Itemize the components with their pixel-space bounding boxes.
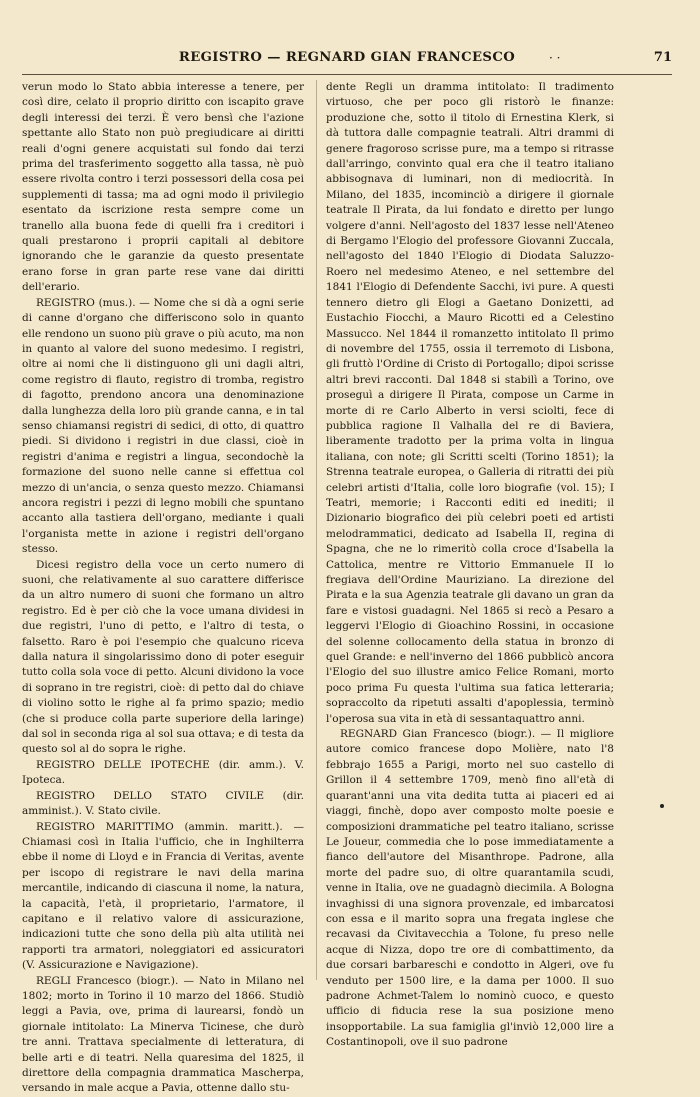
entry-registro-ipoteche: REGISTRO DELLE IPOTECHE (dir. amm.). V. Ipoteca. (22, 758, 304, 787)
header-title: REGISTRO — REGNARD GIAN FRANCESCO (178, 50, 516, 65)
entry-regli-francesco: REGLI Francesco (biogr.). — Nato in Milano nel 1802; morto in Torino il 10 marzo del 1866. Studiò leggi a Pavia, ove, prima di laurearsi, fondò un giornale intitolato: La Minerva Ticinese, che durò tre anni. Trattava specialmente di letteratura, di belle arti e di teatri. Nella quaresima del 1825, il direttore della compagnia drammatica Mascherpa, versando in male acque a Pavia, ottenne dallo stu- (22, 974, 304, 1095)
entry-registro-mus: REGISTRO (mus.). — Nome che si dà a ogni serie di canne d'organo che differiscono solo in quanto elle rendono un suono più grave o più acuto, ma non in quanto al valore del suono medesimo. I registri, oltre ai nomi che li distinguono gli uni dagli altri, come registro di flauto, registro di tromba, registro di fagotto, prendono ancora una denominazione dalla lunghezza della loro più grande canna, e in tal senso chiamansi registri di sedici, di otto, di quattro piedi. Si dividono i registri in due classi, cioè in registri d'anima e registri a lingua, secondochè la formazione del suono nelle canne si effettua col mezzo di un'ancia, o senza questo mezzo. Chiamansi ancora registri i pezzi di legno mobili che spuntano accanto alla tastiera dell'organo, mediante i quali l'organista mette in azione i registri dell'organo stesso. (22, 296, 304, 556)
paragraph-registro-voce: Dicesi registro della voce un certo numero di suoni, che relativamente al suo carattere differisce da un altro numero di suoni che formano un altro registro. Ed è per ciò che la voce umana dividesi in due registri, l'uno di petto, e l'altro di testa, o falsetto. Raro è poi l'esempio che qualcuno riceva dalla natura il singolarissimo dono di poter eseguir tutto colla sola voce di petto. Alcuni dividono la voce di soprano in tre registri, cioè: di petto dal do chiave di violino sotto le righe al fa primo spazio; medio (che si produce colla parte superiore della laringe) dal sol in seconda riga al sol sua ottava; e di testa da questo sol al do sopra le righe. (22, 558, 304, 756)
entry-regnard: REGNARD Gian Francesco (biogr.). — Il migliore autore comico francese dopo Molière, nato l'8 febbrajo 1655 a Parigi, morto nel suo castello di Grillon il 4 settembre 1709, menò fino all'età di quarant'anni una vita dedita tutta ai piaceri ed ai viaggi, finchè, dopo aver composto molte poesie e composizioni drammatiche pel teatro italiano, scrisse Le Joueur, commedia che lo pose immediatamente a fianco dell'autore del Misanthrope. Padrone, alla morte del padre suo, di oltre quarantamila scudi, venne in Italia, ove ne guadagnò diecimila. A Bologna invaghissi di una signora provenzale, ed imbarcatosi con essa e il marito sopra una fregata inglese che recavasi da Civitavecchia a Tolone, fu preso nelle acque di Nizza, dopo tre ore di combattimento, da due corsari barbareschi e condotto in Algeri, ove fu venduto per 1500 lire, e la dama per 1000. Il suo padrone Achmet-Talem lo nominò cuoco, e questo ufficio di fiducia rese la sua posizione meno insopportabile. La sua famiglia gl'inviò 12,000 lire a Costantinopoli, ove il suo padrone (326, 728, 614, 1049)
paragraph: verun modo lo Stato abbia interesse a tenere, per così dire, celato il proprio diritto con iscapito grave degli interessi dei terzi. È vero bensì che l'azione spettante allo Stato non può pregiudicare ai diritti reali d'ogni genere acquistati sul fondo dai terzi prima del trasferimento soggetto alla tassa, nè può essere rivolta contro i terzi possessori della cosa pei supplementi di tassa; ma ad ogni modo il privilegio esentato da iscrizione resta sempre come un tranello alla buona fede di quelli fra i creditori i quali prestarono i proprii capitali al debitore ignorando che le garanzie da questo presentate erano forse in gran parte rese vane dai diritti dell'erario. (22, 81, 304, 294)
column-gutter (316, 80, 317, 980)
header-marks: · · (549, 51, 561, 65)
ink-spot (660, 804, 664, 808)
running-header (22, 46, 672, 75)
right-column (326, 80, 614, 1051)
left-column (22, 80, 304, 1097)
entry-registro-marittimo: REGISTRO MARITTIMO (ammin. maritt.). — Chiamasi così in Italia l'ufficio, che in Inghilterra ebbe il nome di Lloyd e in Francia di Veritas, avente per iscopo di registrare le navi della marina mercantile, indicando di ciascuna il nome, la natura, la capacità, l'età, il proprietario, l'armatore, il capitano e il relativo valore di assicurazione, indicazioni tutte che sono della più alta utilità nei rapporti tra armatori, noleggiatori ed assicuratori (V. Assicurazione e Navigazione). (22, 820, 304, 972)
entry-registro-stato-civile: REGISTRO DELLO STATO CIVILE (dir. amminist.). V. Stato civile. (22, 789, 304, 818)
paragraph-regli-continued: dente Regli un dramma intitolato: Il tradimento virtuoso, che per poco gli ristorò le finanze: produzione che, sotto il titolo di Ernestina Klerk, si dà tuttora dalle compagnie teatrali. Altri drammi di genere fragoroso scrisse pure, ma a tempo si ritrasse dall'arringo, convinto qual era che il teatro italiano abbisognava di luminari, non di mediocrità. In Milano, del 1835, incominciò a dirigere il giornale teatrale Il Pirata, da lui fondato e diretto per lungo volgere d'anni. Nell'agosto del 1837 lesse nell'Ateneo di Bergamo l'Elogio del professore Giovanni Zuccala, nell'agosto del 1840 l'Elogio di Diodata Saluzzo-Roero nel medesimo Ateneo, e nel settembre del 1841 l'Elogio di Defendente Sacchi, ivi pure. A questi tennero dietro gli Elogi a Gaetano Donizetti, ad Eustachio Fiocchi, a Mauro Ricotti ed a Celestino Massucco. Nel 1844 il romanzetto intitolato Il primo di novembre del 1755, ossia il terremoto di Lisbona, gli fruttò l'Ordine di Cristo di Portogallo; dipoi scrisse altri brevi racconti. Dal 1848 si stabilì a Torino, ove proseguì a dirigere Il Pirata, compose un Carme in morte di re Carlo Alberto in versi sciolti, fece di pubblica ragione Il Valhalla del re di Baviera, liberamente tradotto per la prima volta in lingua italiana, con note; gli Scritti scelti (Torino 1851); la Strenna teatrale europea, o Galleria di ritratti dei più celebri artisti d'Italia, colle loro biografie (vol. 15); I Teatri, memorie; i Racconti editi ed inediti; il Dizionario biografico dei più celebri poeti ed artisti melodrammatici, dedicato ad Isabella II, regina di Spagna, che ne lo rimeritò colla croce d'Isabella la Cattolica, mentre re Vittorio Emmanuele II lo fregiava dell'Ordine Mauriziano. La direzione del Pirata e la sua Agenzia teatrale gli davano un gran da fare e vistosi guadagni. Nel 1865 si recò a Pesaro a leggervi l'Elogio di Gioachino Rossini, in occasione del solenne collocamento della statua in bronzo di quel Grande: e nell'inverno del 1866 pubblicò ancora l'Elogio del suo illustre amico Felice Romani, morto poco prima Fu questa l'ultima sua fatica letteraria; sopraccolto da ripetuti assalti d'apoplessia, terminò l'operosa sua vita in età di sessantaquattro anni. (326, 81, 614, 725)
page-number: 71 (653, 50, 672, 65)
